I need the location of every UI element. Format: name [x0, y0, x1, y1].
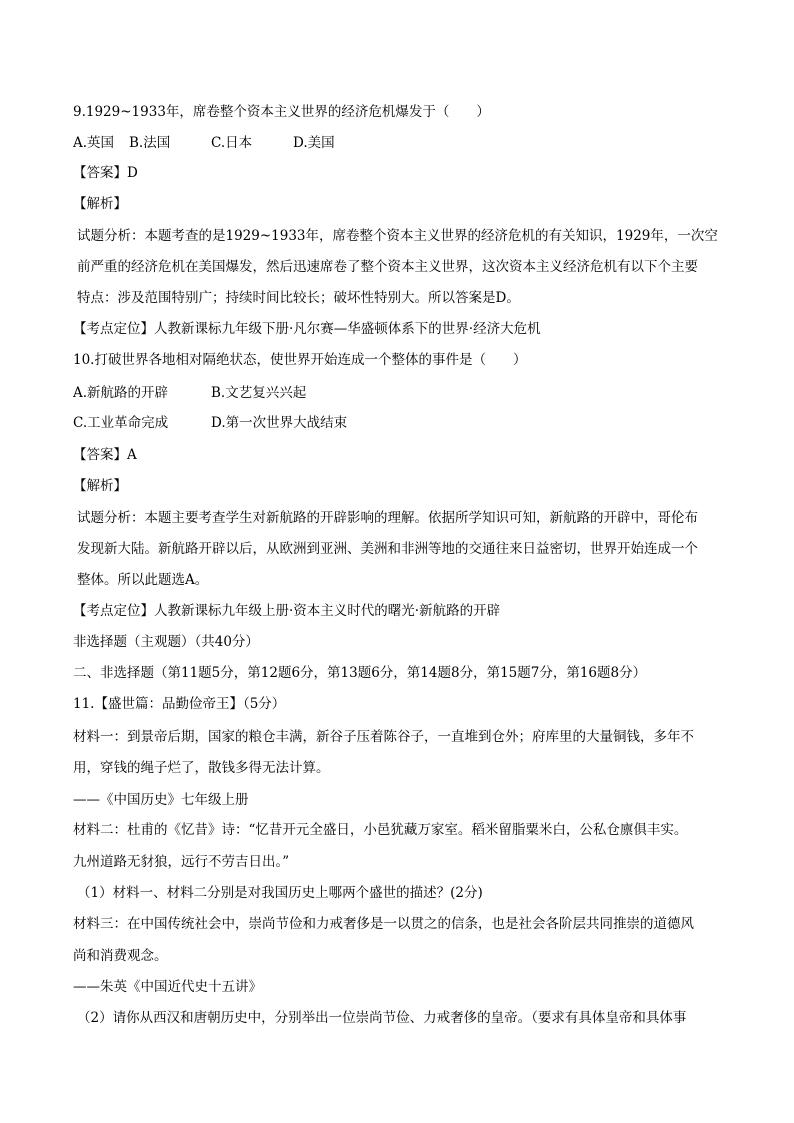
q9-option-c: C.日本 [211, 135, 253, 151]
q11-material-3-line-1: 材料三：在中国传统社会中，崇尚节俭和力戒奢侈是一以贯之的信条，也是社会各阶层共同推崇的道德风 [73, 916, 694, 932]
section-heading: 非选择题（主观题）（共40分） [73, 634, 259, 650]
q9-analysis-line-2: 前严重的经济危机在美国爆发，然后迅速席卷了整个资本主义世界，这次资本主义经济危机有以下个主要 [77, 259, 698, 275]
q11-material-2-line-1: 材料二：杜甫的《忆昔》诗：“忆昔开元全盛日，小邑犹藏万家室。稻米留脂粟米白，公私仓廪俱丰实。 [73, 822, 688, 838]
q10-point: 【考点定位】人教新课标九年级上册·资本主义时代的曙光·新航路的开辟 [73, 603, 501, 619]
q10-stem: 10.打破世界各地相对隔绝状态，使世界开始连成一个整体的事件是（ ） [73, 352, 527, 368]
q11-material-1-line-2: 用，穿钱的绳子烂了，散钱多得无法计算。 [73, 760, 330, 776]
q9-stem: 9.1929~1933年，席卷整个资本主义世界的经济危机爆发于（ ） [73, 104, 490, 120]
q9-option-b: B.法国 [129, 135, 171, 151]
q11-sub-question-1: （1）材料一、材料二分别是对我国历史上哪两个盛世的描述？(2分) [77, 885, 483, 901]
q9-analysis-line-3: 特点：涉及范围特别广；持续时间比较长；破坏性特别大。所以答案是D。 [77, 290, 520, 306]
q11-material-2-line-2: 九州道路无豺狼，远行不劳吉日出。” [73, 854, 290, 870]
q10-option-d: D.第一次世界大战结束 [211, 415, 348, 431]
q10-analysis-label: 【解析】 [73, 478, 127, 494]
q10-analysis-line-1: 试题分析：本题主要考查学生对新航路的开辟影响的理解。依据所学知识可知，新航路的开辟中，哥伦布 [77, 510, 698, 526]
q9-analysis-line-1: 试题分析：本题考查的是1929~1933年，席卷整个资本主义世界的经济危机的有关知识，1929年，一次空 [77, 228, 718, 244]
q9-option-a: A.英国 [73, 135, 115, 151]
q11-material-3-line-2: 尚和消费观念。 [73, 948, 168, 964]
q11-sub-question-2: （2）请你从西汉和唐朝历史中，分别举出一位崇尚节俭、力戒奢侈的皇帝。（要求有具体皇帝和具体事 [77, 1010, 687, 1026]
q10-options-row-1 [73, 383, 723, 403]
q9-answer: 【答案】D [73, 165, 138, 181]
q10-analysis-line-2: 发现新大陆。新航路开辟以后，从欧洲到亚洲、美洲和非洲等地的交通往来日益密切，世界开始连成一个 [77, 541, 698, 557]
q10-option-c: C.工业革命完成 [73, 415, 169, 431]
q10-option-a: A.新航路的开辟 [73, 385, 169, 401]
q10-answer: 【答案】A [73, 447, 137, 463]
q9-options [73, 133, 723, 153]
q11-material-1-line-1: 材料一：到景帝后期，国家的粮仓丰满，新谷子压着陈谷子，一直堆到仓外；府库里的大量铜钱，多年不 [73, 729, 694, 745]
q11-material-1-source: ——《中国历史》七年级上册 [73, 792, 249, 808]
q9-analysis-label: 【解析】 [73, 196, 127, 212]
q10-option-b: B.文艺复兴兴起 [211, 385, 307, 401]
q11-title: 11.【盛世篇：品勤俭帝王】（5分） [73, 696, 286, 712]
q10-options-row-2 [73, 413, 723, 433]
q9-point: 【考点定位】人教新课标九年级下册·凡尔赛—华盛顿体系下的世界·经济大危机 [73, 321, 541, 337]
q9-option-d: D.美国 [293, 135, 335, 151]
q10-analysis-line-3: 整体。所以此题选A。 [77, 572, 209, 588]
q11-material-3-source: ——朱英《中国近代史十五讲》 [73, 979, 262, 995]
section-subheading: 二、非选择题（第11题5分，第12题6分，第13题6分，第14题8分，第15题7分，第16题8分） [73, 665, 647, 681]
